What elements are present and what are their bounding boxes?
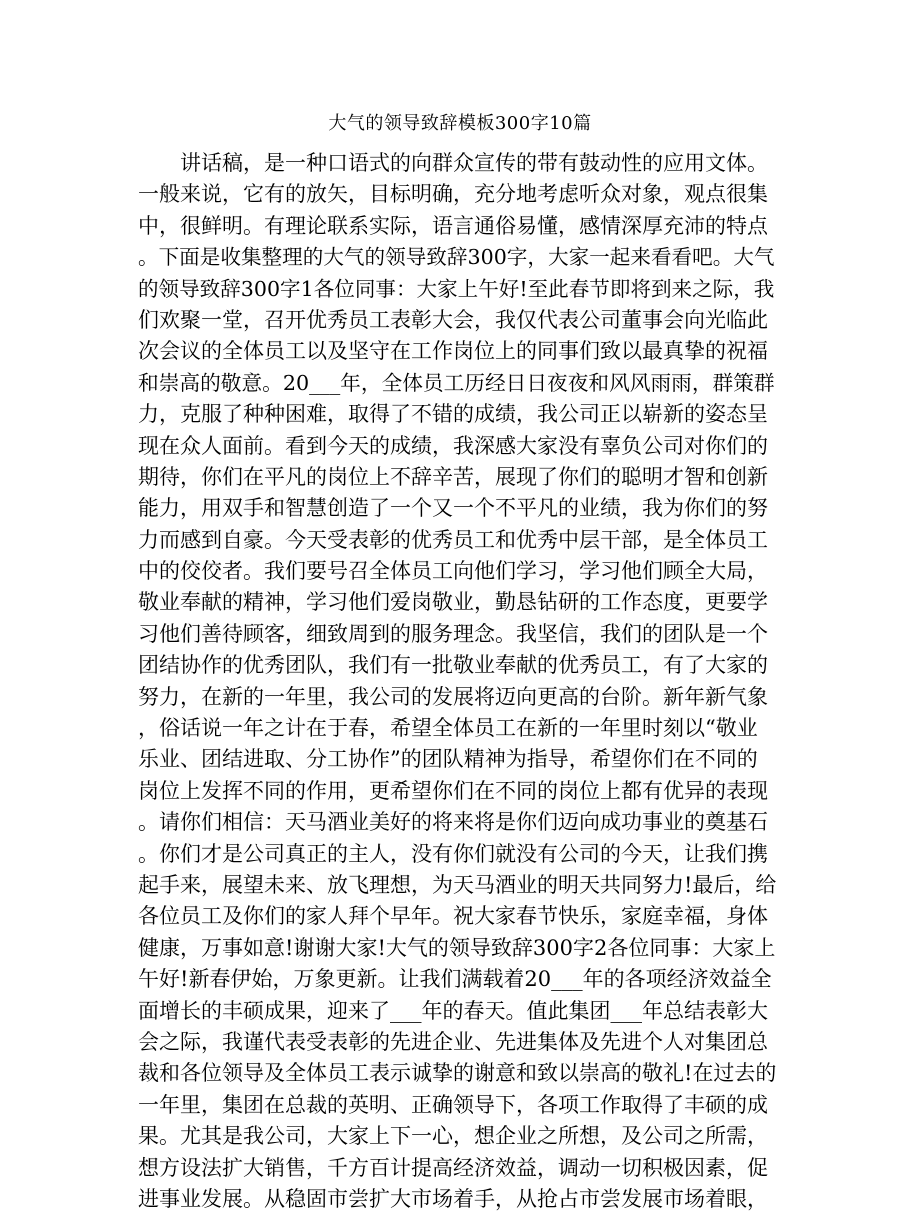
document-body bbox=[138, 148, 778, 1215]
body-text-line: 岗位上发挥不同的作用，更希望你们在不同的岗位上都有优异的表现 bbox=[138, 778, 768, 803]
body-text-line: 能力，用双手和智慧创造了一个又一个不平凡的业绩，我为你们的努 bbox=[138, 496, 768, 521]
body-text-line: 健康，万事如意!谢谢大家!大气的领导致辞300字2各位同事：大家上 bbox=[138, 935, 776, 960]
body-text-line: 和崇高的敬意。20___年，全体员工历经日日夜夜和风风雨雨，群策群 bbox=[138, 370, 775, 395]
body-text-line: 一般来说，它有的放矢，目标明确，充分地考虑听众对象，观点很集 bbox=[138, 182, 768, 207]
body-text-line: 。你们才是公司真正的主人，没有你们就没有公司的今天，让我们携 bbox=[138, 841, 768, 866]
body-text-line: 裁和各位领导及全体员工表示诚挚的谢意和致以崇高的敬礼!在过去的 bbox=[138, 1061, 777, 1086]
body-text-line: ，俗话说一年之计在于春，希望全体员工在新的一年里时刻以“敬业 bbox=[138, 716, 758, 741]
body-text-line: 努力，在新的一年里，我公司的发展将迈向更高的台阶。新年新气象 bbox=[138, 684, 768, 709]
body-text-line: 进事业发展。从稳固市尝扩大市场着手，从抢占市尝发展市场着眼， bbox=[138, 1186, 768, 1211]
body-text-line: 讲话稿，是一种口语式的向群众宣传的带有鼓动性的应用文体。 bbox=[138, 151, 768, 175]
body-text-line: 起手来，展望未来、放飞理想，为天马酒业的明天共同努力!最后，给 bbox=[138, 872, 777, 897]
body-text-line: 次会议的全体员工以及坚守在工作岗位上的同事们致以最真挚的祝福 bbox=[138, 339, 768, 364]
body-text-line: 现在众人面前。看到今天的成绩，我深感大家没有辜负公司对你们的 bbox=[138, 433, 768, 458]
body-text-line: 面增长的丰硕成果，迎来了___年的春天。值此集团___年总结表彰大 bbox=[138, 998, 768, 1023]
body-text-line: 中，很鲜明。有理论联系实际，语言通俗易懂，感情深厚充沛的特点 bbox=[138, 213, 768, 238]
body-text-line: 。请你们相信：天马酒业美好的将来将是你们迈向成功事业的奠基石 bbox=[138, 810, 768, 835]
body-text-line: 期待，你们在平凡的岗位上不辞辛苦，展现了你们的聪明才智和创新 bbox=[138, 464, 768, 489]
body-text-line: 各位员工及你们的家人拜个早年。祝大家春节快乐，家庭幸福，身体 bbox=[138, 904, 768, 929]
body-text-line: 果。尤其是我公司，大家上下一心，想企业之所想，及公司之所需， bbox=[138, 1124, 768, 1149]
body-text-line: 。下面是收集整理的大气的领导致辞300字，大家一起来看看吧。大气 bbox=[138, 245, 775, 270]
body-text-line: 一年里，集团在总裁的英明、正确领导下，各项工作取得了丰硕的成 bbox=[138, 1092, 768, 1117]
body-text-line: 乐业、团结进取、分工协作”的团队精神为指导，希望你们在不同的 bbox=[138, 747, 758, 772]
body-text-line: 习他们善待顾客，细致周到的服务理念。我坚信，我们的团队是一个 bbox=[138, 621, 768, 646]
body-text-line: 们欢聚一堂，召开优秀员工表彰大会，我仅代表公司董事会向光临此 bbox=[138, 307, 768, 332]
body-text-line: 力，克服了种种困难，取得了不错的成绩，我公司正以崭新的姿态呈 bbox=[138, 402, 768, 427]
document-title: 大气的领导致辞模板300字10篇 bbox=[328, 113, 592, 134]
body-text-line: 的领导致辞300字1各位同事：大家上午好!至此春节即将到来之际，我 bbox=[138, 276, 775, 301]
body-text-line: 想方设法扩大销售，千方百计提高经济效益，调动一切积极因素，促 bbox=[138, 1155, 768, 1180]
body-text-line: 午好!新春伊始，万象更新。让我们满载着20___年的各项经济效益全 bbox=[138, 967, 772, 992]
body-text-line: 中的佼佼者。我们要号召全体员工向他们学习，学习他们顾全大局， bbox=[138, 559, 768, 584]
body-text-line: 敬业奉献的精神，学习他们爱岗敬业，勤恳钻研的工作态度，更要学 bbox=[138, 590, 768, 615]
body-text-line: 力而感到自豪。今天受表彰的优秀员工和优秀中层干部，是全体员工 bbox=[138, 527, 768, 552]
body-text-line: 团结协作的优秀团队，我们有一批敬业奉献的优秀员工，有了大家的 bbox=[138, 653, 768, 678]
body-text-line: 会之际，我谨代表受表彰的先进企业、先进集体及先进个人对集团总 bbox=[138, 1029, 768, 1054]
